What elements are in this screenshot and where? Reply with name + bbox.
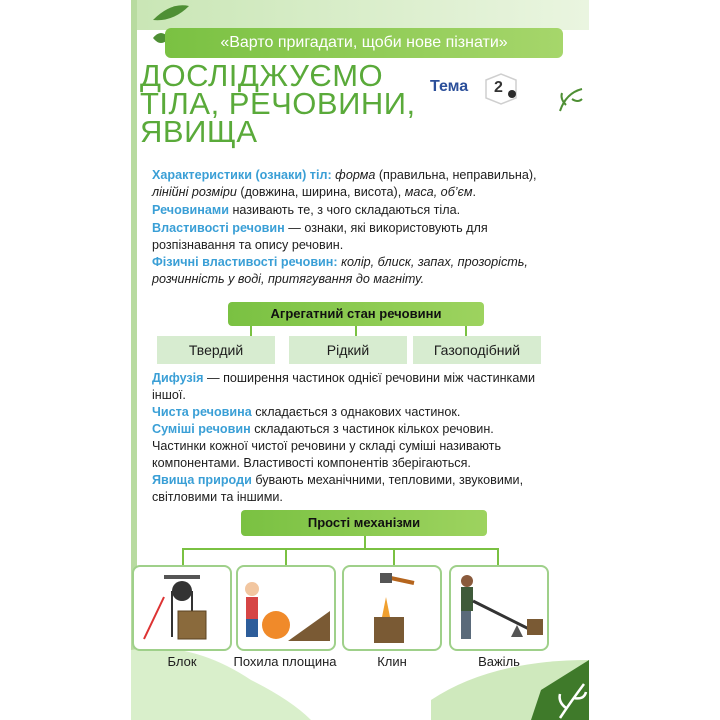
state-gas: Газоподібний — [413, 336, 541, 364]
paragraph-phenomena — [152, 472, 546, 506]
leaf-icon — [151, 2, 191, 22]
pulley-icon — [134, 567, 230, 649]
diffusion-text: — поширення частинок однієї речовини між частинками іншої. — [152, 371, 536, 402]
paragraph-physical-properties — [152, 254, 546, 288]
wedge-icon — [344, 567, 440, 649]
paragraph-diffusion — [152, 370, 546, 404]
term-substances: Речовинами — [152, 203, 229, 217]
topic-label: Тема — [430, 78, 469, 95]
mechanism-wedge-card — [342, 565, 442, 651]
mechanism-pulley-card — [132, 565, 232, 651]
simple-mechanisms-heading: Прості механізми — [241, 510, 487, 536]
leaf-icon — [556, 85, 586, 115]
term-form: форма — [335, 168, 376, 182]
form-note: (правильна, неправильна), — [378, 168, 537, 182]
state-liquid: Рідкий — [289, 336, 407, 364]
connector — [250, 326, 252, 336]
pure-substance-text: складається з однакових частинок. — [255, 405, 461, 419]
state-solid: Твердий — [157, 336, 275, 364]
mechanism-label-wedge: Клин — [377, 654, 407, 669]
title-line-3: ЯВИЩА — [140, 114, 258, 149]
paragraph-mixtures — [152, 421, 546, 472]
term-physical-properties: Фізичні властивості речовин: — [152, 255, 338, 269]
title-line-1: ДОСЛІДЖУЄМО — [140, 58, 384, 93]
paragraph-substances — [152, 202, 546, 219]
term-mixtures: Суміші речовин — [152, 422, 251, 436]
title-line-2: ТІЛА, РЕЧОВИНИ, — [140, 86, 416, 121]
topic-number: 2 — [494, 79, 503, 96]
mechanism-label-inclined-plane: Похила площина — [233, 654, 337, 669]
lever-icon — [451, 567, 547, 649]
linear-sizes-note: (довжина, ширина, висота), — [240, 185, 402, 199]
term-linear-sizes: лінійні розміри — [152, 185, 237, 199]
mixtures-text: складаються з частинок кількох речовин. Частинки кожної чистої речовини у складі суміші називають компонентами. Властивості компонентів зберігаються. — [152, 422, 502, 470]
mechanism-label-lever: Важіль — [478, 654, 520, 669]
connector — [182, 548, 498, 550]
period: . — [472, 185, 476, 199]
substances-text: називають те, з чого складаються тіла. — [232, 203, 461, 217]
connector — [364, 536, 366, 548]
mechanism-lever-card — [449, 565, 549, 651]
paragraph-pure-substance — [152, 404, 546, 421]
connector — [355, 326, 357, 336]
aggregate-state-heading: Агрегатний стан речовини — [228, 302, 484, 326]
term-pure-substance: Чиста речовина — [152, 405, 252, 419]
term-mass-volume: маса, об’єм — [404, 185, 473, 199]
properties-text: — ознаки, які використовують для розпізнавання та опису речовин. — [152, 221, 488, 252]
paragraph-properties — [152, 220, 546, 254]
physical-properties-text: колір, блиск, запах, прозорість, розчинність у воді, притягування до магніту. — [152, 255, 528, 286]
connector — [497, 548, 499, 565]
connector — [285, 548, 287, 565]
mechanism-label-pulley: Блок — [167, 654, 197, 669]
banner: «Варто пригадати, щоби нове пізнати» — [165, 28, 563, 58]
term-diffusion: Дифузія — [152, 371, 204, 385]
leaf-icon — [556, 680, 588, 720]
connector — [465, 326, 467, 336]
term-characteristics: Характеристики (ознаки) тіл: — [152, 168, 332, 182]
term-properties: Властивості речовин — [152, 221, 285, 235]
connector — [393, 548, 395, 565]
phenomena-text: бувають механічними, тепловими, звуковими, світловими та іншими. — [152, 473, 524, 504]
mechanism-inclined-plane-card — [236, 565, 336, 651]
connector — [182, 548, 184, 565]
paragraph-characteristics — [152, 167, 546, 201]
term-phenomena: Явища природи — [152, 473, 252, 487]
page-title — [140, 58, 440, 149]
inclined-plane-icon — [238, 567, 334, 649]
